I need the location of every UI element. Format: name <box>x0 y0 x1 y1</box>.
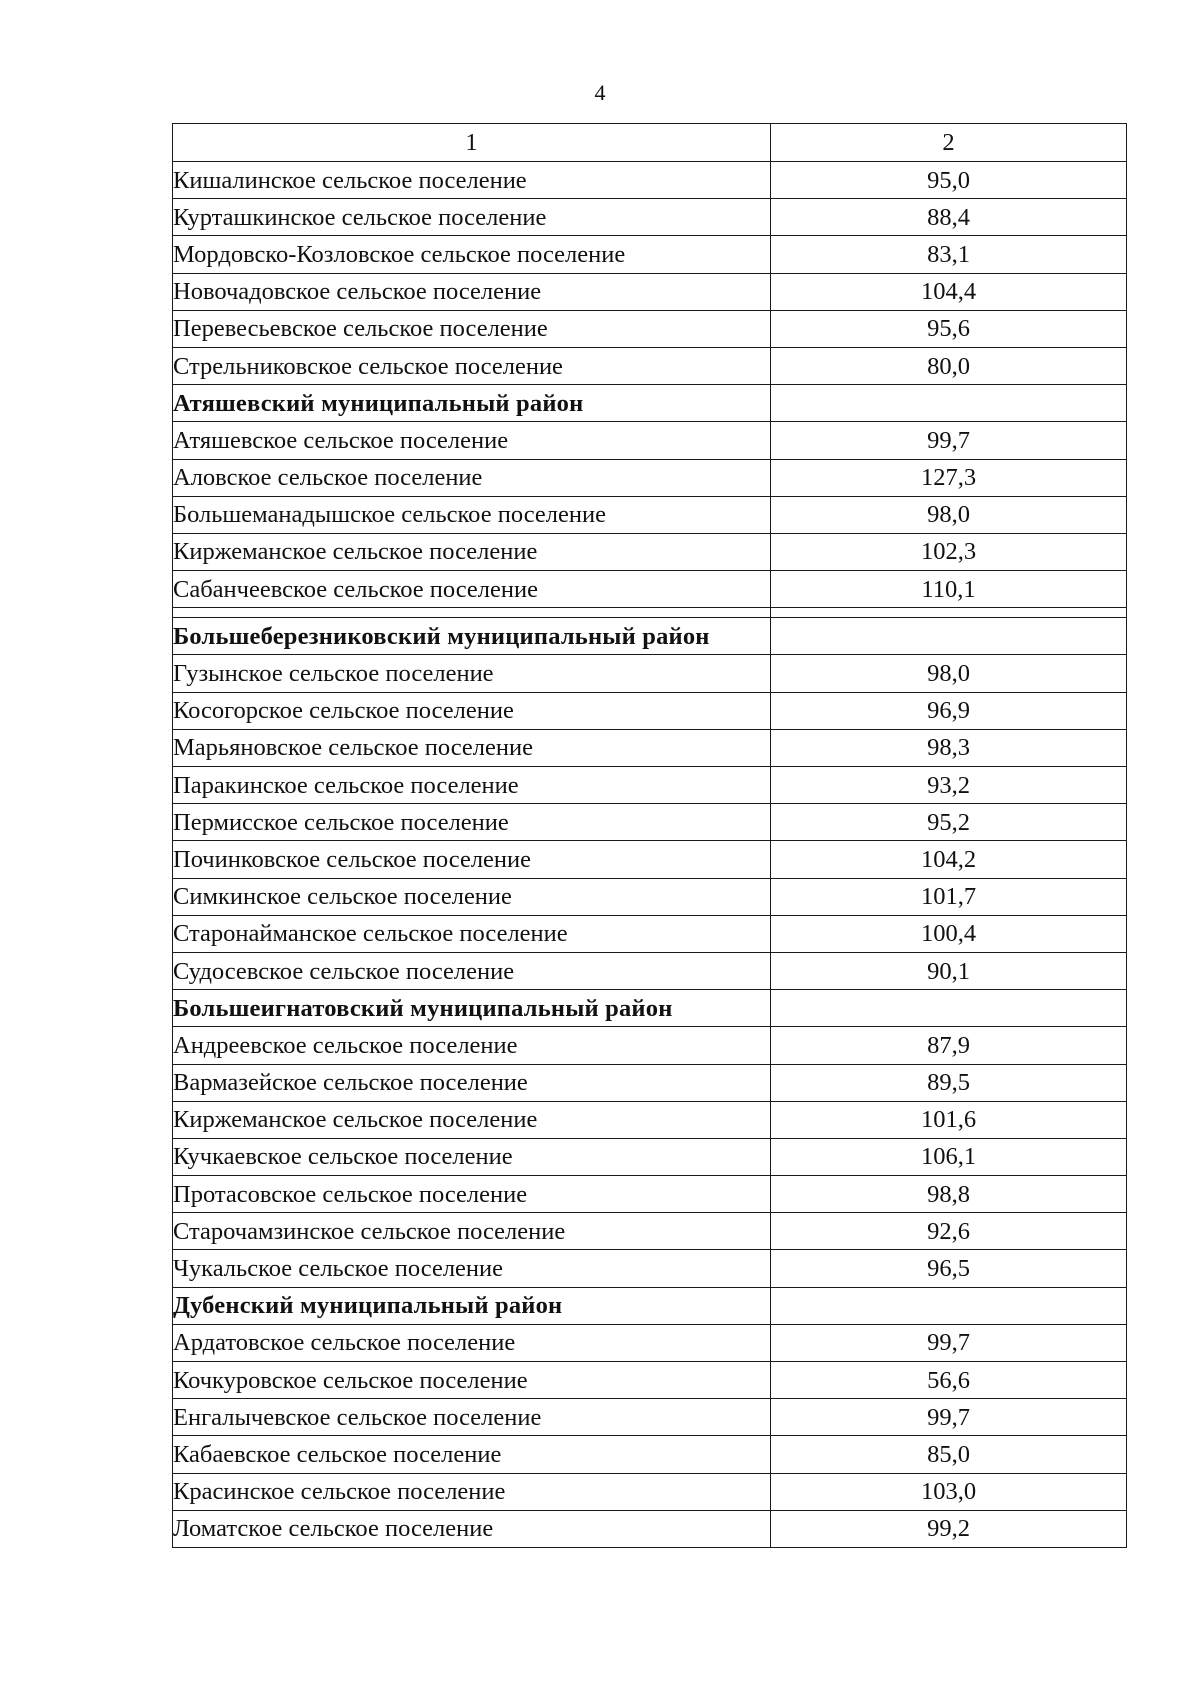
settlement-value: 98,0 <box>771 655 1127 692</box>
table-row <box>173 1176 1127 1213</box>
settlement-name: Сабанчеевское сельское поселение <box>173 571 771 608</box>
table-row <box>173 1213 1127 1250</box>
settlement-value: 103,0 <box>771 1473 1127 1510</box>
table-row <box>173 1324 1127 1361</box>
settlement-value: 104,4 <box>771 273 1127 310</box>
settlement-value: 95,2 <box>771 804 1127 841</box>
settlement-value: 96,9 <box>771 692 1127 729</box>
settlement-value: 102,3 <box>771 533 1127 570</box>
settlement-value: 90,1 <box>771 952 1127 989</box>
settlement-value: 80,0 <box>771 347 1127 384</box>
table-row <box>173 1436 1127 1473</box>
settlement-value: 98,8 <box>771 1176 1127 1213</box>
table-row <box>173 692 1127 729</box>
district-name: Дубенский муниципальный район <box>173 1287 771 1324</box>
settlement-name: Мордовско-Козловское сельское поселение <box>173 236 771 273</box>
district-name: Атяшевский муниципальный район <box>173 385 771 422</box>
settlement-value: 99,2 <box>771 1510 1127 1547</box>
table-row <box>173 533 1127 570</box>
settlement-name: Стрельниковское сельское поселение <box>173 347 771 384</box>
settlement-name: Перевесьевское сельское поселение <box>173 310 771 347</box>
settlement-name: Старочамзинское сельское поселение <box>173 1213 771 1250</box>
table-row <box>173 459 1127 496</box>
table-row <box>173 729 1127 766</box>
settlement-value: 56,6 <box>771 1362 1127 1399</box>
settlement-name: Паракинское сельское поселение <box>173 767 771 804</box>
empty-value-cell <box>771 990 1127 1027</box>
settlement-name: Пермисское сельское поселение <box>173 804 771 841</box>
settlement-value: 88,4 <box>771 199 1127 236</box>
settlement-name: Андреевское сельское поселение <box>173 1027 771 1064</box>
settlement-name: Красинское сельское поселение <box>173 1473 771 1510</box>
settlement-value: 87,9 <box>771 1027 1127 1064</box>
settlement-value: 96,5 <box>771 1250 1127 1287</box>
settlement-name: Аловское сельское поселение <box>173 459 771 496</box>
settlement-value: 99,7 <box>771 422 1127 459</box>
table-row <box>173 347 1127 384</box>
settlement-value: 83,1 <box>771 236 1127 273</box>
settlement-name: Косогорское сельское поселение <box>173 692 771 729</box>
settlement-value: 106,1 <box>771 1138 1127 1175</box>
page-number: 4 <box>594 80 606 105</box>
settlement-name: Курташкинское сельское поселение <box>173 199 771 236</box>
table-row <box>173 915 1127 952</box>
settlement-value: 100,4 <box>771 915 1127 952</box>
settlement-value: 101,7 <box>771 878 1127 915</box>
column-header-1: 1 <box>173 124 771 162</box>
table-row <box>173 878 1127 915</box>
table-row <box>173 767 1127 804</box>
settlement-name: Кабаевское сельское поселение <box>173 1436 771 1473</box>
settlement-value: 127,3 <box>771 459 1127 496</box>
settlement-name: Кучкаевское сельское поселение <box>173 1138 771 1175</box>
settlement-name: Ломатское сельское поселение <box>173 1510 771 1547</box>
spacer-cell <box>173 608 771 618</box>
data-table <box>172 123 1127 1548</box>
table-row <box>173 496 1127 533</box>
settlement-value: 93,2 <box>771 767 1127 804</box>
settlement-name: Енгалычевское сельское поселение <box>173 1399 771 1436</box>
table-row <box>173 273 1127 310</box>
table-row <box>173 236 1127 273</box>
table-row <box>173 1064 1127 1101</box>
settlement-name: Марьяновское сельское поселение <box>173 729 771 766</box>
settlement-name: Ардатовское сельское поселение <box>173 1324 771 1361</box>
settlement-value: 85,0 <box>771 1436 1127 1473</box>
settlement-name: Судосевское сельское поселение <box>173 952 771 989</box>
table-row <box>173 162 1127 199</box>
table-row <box>173 1362 1127 1399</box>
column-header-2: 2 <box>771 124 1127 162</box>
district-header-row <box>173 1287 1127 1324</box>
district-header-row <box>173 385 1127 422</box>
table-header-row <box>173 124 1127 162</box>
settlement-name: Кочкуровское сельское поселение <box>173 1362 771 1399</box>
settlement-value: 98,3 <box>771 729 1127 766</box>
empty-value-cell <box>771 385 1127 422</box>
table-row <box>173 1399 1127 1436</box>
table-row <box>173 199 1127 236</box>
settlement-value: 92,6 <box>771 1213 1127 1250</box>
settlement-value: 99,7 <box>771 1399 1127 1436</box>
settlement-value: 101,6 <box>771 1101 1127 1138</box>
settlement-name: Симкинское сельское поселение <box>173 878 771 915</box>
table-row <box>173 655 1127 692</box>
settlement-value: 104,2 <box>771 841 1127 878</box>
empty-value-cell <box>771 1287 1127 1324</box>
district-name: Большеигнатовский муниципальный район <box>173 990 771 1027</box>
settlement-name: Киржеманское сельское поселение <box>173 533 771 570</box>
table-row <box>173 1138 1127 1175</box>
table-row <box>173 841 1127 878</box>
settlement-name: Протасовское сельское поселение <box>173 1176 771 1213</box>
settlement-name: Старонайманское сельское поселение <box>173 915 771 952</box>
table-row <box>173 1101 1127 1138</box>
table-row <box>173 571 1127 608</box>
table-row <box>173 1250 1127 1287</box>
settlement-value: 98,0 <box>771 496 1127 533</box>
settlement-name: Вармазейское сельское поселение <box>173 1064 771 1101</box>
district-header-row <box>173 990 1127 1027</box>
district-name: Большеберезниковский муниципальный район <box>173 618 771 655</box>
settlement-name: Гузынское сельское поселение <box>173 655 771 692</box>
district-header-row <box>173 618 1127 655</box>
settlement-value: 110,1 <box>771 571 1127 608</box>
settlement-name: Кишалинское сельское поселение <box>173 162 771 199</box>
table-row <box>173 310 1127 347</box>
settlement-value: 89,5 <box>771 1064 1127 1101</box>
table-row <box>173 1027 1127 1064</box>
table-row <box>173 1510 1127 1547</box>
settlement-name: Новочадовское сельское поселение <box>173 273 771 310</box>
settlement-value: 95,0 <box>771 162 1127 199</box>
table-body <box>173 124 1127 1548</box>
table-row <box>173 1473 1127 1510</box>
settlement-value: 95,6 <box>771 310 1127 347</box>
empty-value-cell <box>771 618 1127 655</box>
settlement-name: Атяшевское сельское поселение <box>173 422 771 459</box>
table-spacer-row <box>173 608 1127 618</box>
table-row <box>173 422 1127 459</box>
settlement-name: Большеманадышское сельское поселение <box>173 496 771 533</box>
settlement-name: Киржеманское сельское поселение <box>173 1101 771 1138</box>
empty-value-cell <box>771 608 1127 618</box>
settlement-value: 99,7 <box>771 1324 1127 1361</box>
table-row <box>173 804 1127 841</box>
settlement-name: Чукальское сельское поселение <box>173 1250 771 1287</box>
settlement-name: Починковское сельское поселение <box>173 841 771 878</box>
table-row <box>173 952 1127 989</box>
